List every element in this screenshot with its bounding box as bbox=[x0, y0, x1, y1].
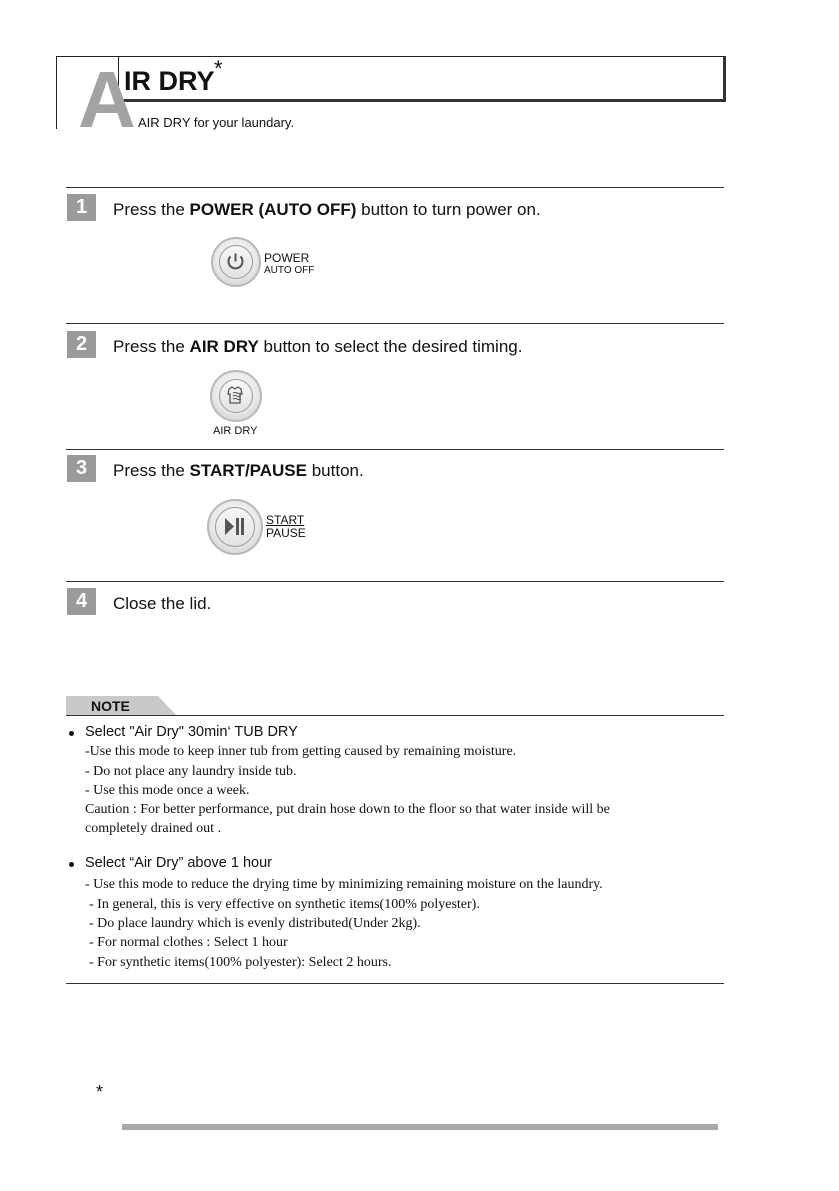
step-divider bbox=[66, 449, 724, 450]
note-section2-heading: Select “Air Dry” above 1 hour bbox=[85, 855, 272, 871]
start-pause-button-face bbox=[215, 507, 255, 547]
bullet bbox=[69, 862, 74, 867]
step-number-2: 2 bbox=[67, 331, 96, 358]
pause-button-label: PAUSE bbox=[266, 526, 306, 540]
note-title: NOTE bbox=[91, 698, 130, 714]
note-line: -Use this mode to keep inner tub from getting caused by remaining moisture. bbox=[85, 744, 517, 759]
air-dry-button[interactable] bbox=[210, 370, 262, 422]
note-line: - Do not place any laundry inside tub. bbox=[85, 764, 297, 779]
air-dry-button-face bbox=[219, 379, 253, 413]
step-divider bbox=[66, 323, 724, 324]
note-line: - Use this mode to reduce the drying time by minimizing remaining moisture on the laundry. bbox=[85, 877, 603, 892]
footer-bar bbox=[122, 1124, 718, 1130]
step-divider bbox=[66, 581, 724, 582]
step-2-text: Press the AIR DRY button to select the desired timing. bbox=[113, 337, 523, 356]
note-line: Caution : For better performance, put drain hose down to the floor so that water inside will be bbox=[85, 802, 610, 817]
power-button[interactable] bbox=[211, 237, 261, 287]
note-tab-corner bbox=[158, 696, 176, 715]
note-line: - For normal clothes : Select 1 hour bbox=[89, 935, 288, 950]
note-bottom-rule bbox=[66, 983, 724, 984]
title-asterisk: * bbox=[214, 56, 223, 81]
step-number-1: 1 bbox=[67, 194, 96, 221]
note-line: - In general, this is very effective on synthetic items(100% polyester). bbox=[89, 897, 480, 912]
air-dry-button-label: AIR DRY bbox=[213, 425, 258, 437]
note-section1-heading: Select "Air Dry" 30min‘ TUB DRY bbox=[85, 724, 298, 740]
start-pause-button[interactable] bbox=[207, 499, 263, 555]
note-line: - For synthetic items(100% polyester): Select 2 hours. bbox=[89, 955, 392, 970]
step-number-3: 3 bbox=[67, 455, 96, 482]
step-4-text: Close the lid. bbox=[113, 594, 212, 613]
page-title: IR DRY bbox=[124, 66, 215, 96]
play-pause-icon bbox=[216, 508, 253, 545]
shirt-dry-icon bbox=[220, 380, 251, 411]
note-line: - Use this mode once a week. bbox=[85, 783, 250, 798]
note-top-rule bbox=[66, 715, 724, 716]
note-line: completely drained out . bbox=[85, 821, 222, 836]
step-divider bbox=[66, 187, 724, 188]
power-icon bbox=[220, 246, 251, 277]
power-button-label: POWER bbox=[264, 251, 310, 265]
start-button-label: START bbox=[266, 513, 305, 527]
header-big-letter: A bbox=[78, 55, 134, 144]
step-3-text: Press the START/PAUSE button. bbox=[113, 461, 364, 480]
footer-asterisk: * bbox=[96, 1082, 104, 1102]
step-1-text: Press the POWER (AUTO OFF) button to turn power on. bbox=[113, 200, 541, 219]
bullet bbox=[69, 731, 74, 736]
note-line: - Do place laundry which is evenly distributed(Under 2kg). bbox=[89, 916, 421, 931]
page-subtitle: AIR DRY for your laundary. bbox=[138, 115, 295, 130]
step-number-4: 4 bbox=[67, 588, 96, 615]
auto-off-label: AUTO OFF bbox=[264, 265, 315, 276]
power-button-face bbox=[219, 245, 253, 279]
